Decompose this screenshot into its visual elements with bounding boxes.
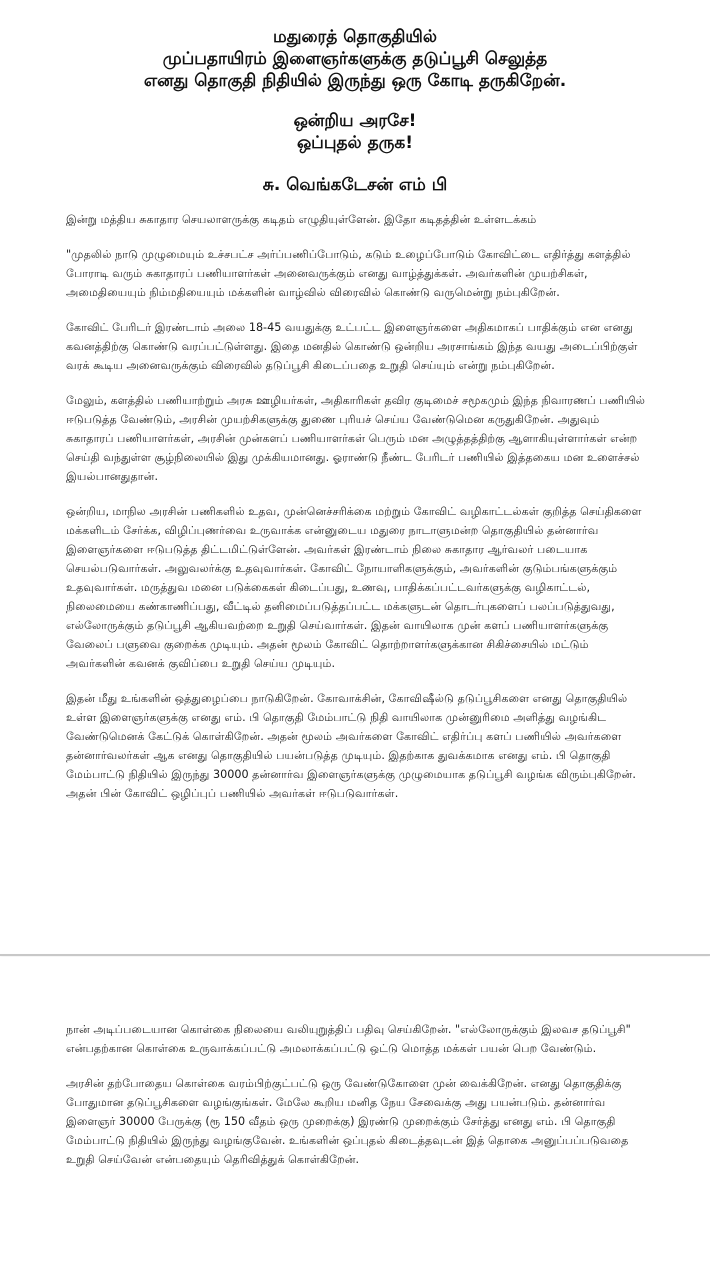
paragraph-volunteers: ஒன்றிய, மாநில அரசின் பணிகளில் உதவ, முன்னெச்சரிக்கை மற்றும் கோவிட் வழிகாட்டல்கள் குறித்த செய்திகளை மக்களிடம் சேர்க்க, விழிப்புணர்வை உருவாக்க என்னுடைய மதுரை நாடாளுமன்ற தொகுதியில் தன்னார்வ இளைஞர்களை ஈடுபடுத்த திட்டமிட்டுள்ளேன். அவர்கள் இரண்டாம் நிலை சுகாதார ஆர்வலர் படையாக செயல்படுவார்கள். அலுவலர்க்கு உதவுவார்கள். கோவிட் நோயாளிகளுக்கும், அவர்களின் குடும்பங்களுக்கும் உதவுவார்கள். மருத்துவ மனை படுக்கைகள் கிடைப்பது, உணவு, பாதிக்கப்பட்டவர்களுக்கு வழிகாட்டல், நிலைமையை கண்காணிப்பது, வீட்டில் தனிமைப்படுத்தப்பட்ட மக்களுடன் தொடர்புகளைப் பலப்படுத்துவது, எல்லோருக்கும் தடுப்பூசி ஆகியவற்றை உறுதி செய்வார்கள். இதன் வாயிலாக முன் களப் பணியாளர்களுக்கு வேலைப் பளுவை குறைக்க முடியும். அதன் மூலம் கோவிட் தொற்றாளர்களுக்கான சிகிச்சையில் மட்டும் அவர்களின் கவனக் குவிப்பை உறுதி செய்ய முடியும். [66,505,642,670]
page-divider [0,954,710,956]
letter-header [0,26,710,196]
letter-body-page-1 [66,210,646,819]
paragraph-second-wave: கோவிட் பேரிடர் இரண்டாம் அலை 18-45 வயதுக்கு உட்பட்ட இளைஞர்களை அதிகமாகப் பாதிக்கும் என எனது கவனத்திற்கு கொண்டு வரப்பட்டுள்ளது. இதை மனதில் கொண்டு ஒன்றிய அரசாங்கம் இந்த வயது அடைப்பிற்குள் வரக் கூடிய அனைவருக்கும் விரைவில் தடுப்பூசி கிடைப்பதை உறுதி செய்யும் என்று நம்புகிறேன். [66,321,638,372]
paragraph-civil-society: மேலும், களத்தில் பணியாற்றும் அரசு ஊழியர்கள், அதிகாரிகள் தவிர குடிமைச் சமூகமும் இந்த நிவாரணப் பணியில் ஈடுபடுத்த வேண்டும், அரசின் முயற்சிகளுக்கு துணை புரியச் செய்ய வேண்டுமென கருதுகிறேன். அதுவும் சுகாதாரப் பணியாளர்கள், அரசின் முன்களப் பணியாளர்கள் பெரும் மன அழுத்தத்திற்கு ஆளாகியுள்ளார்கள் என்ற செய்தி வந்துள்ள சூழ்நிலையில் இது முக்கியமானது. ஓராண்டு நீண்ட பேரிடர் பணியில் இத்தகைய மன உளைச்சல் இயல்பானதுதான். [66,394,646,483]
headline-line-2: முப்பதாயிரம் இளைஞர்களுக்கு தடுப்பூசி செலுத்த [162,49,548,69]
slogan-line-2: ஒப்புதல் தருக! [296,133,414,153]
slogan [0,110,710,154]
slogan-line-1: ஒன்றிய அரசே! [293,111,417,131]
headline [0,26,710,92]
headline-line-3: எனது தொகுதி நிதியில் இருந்து ஒரு கோடி தருகிறேன். [143,71,567,91]
signature: சு. வெங்கடேசன் எம் பி [262,175,448,195]
letter-body-page-2 [66,1020,646,1185]
paragraph-free-vaccine-policy: நான் அடிப்படையான கொள்கை நிலையை வலியுறுத்திப் பதிவு செய்கிறேன். "எல்லோருக்கும் இலவச தடுப்பூசி" என்பதற்கான கொள்கை உருவாக்கப்பட்டு அமலாக்கப்பட்டு ஒட்டு மொத்த மக்கள் பயன் பெற வேண்டும். [66,1023,631,1055]
paragraph-fund-commitment: அரசின் தற்போதைய கொள்கை வரம்பிற்குட்பட்டு ஒரு வேண்டுகோளை முன் வைக்கிறேன். எனது தொகுதிக்கு போதுமான தடுப்பூசிகளை வழங்குங்கள். மேலே கூறிய மனித நேய சேவைக்கு அது பயன்படும். தன்னார்வ இளைஞர் 30000 பேருக்கு (ரூ 150 வீதம் ஒரு முறைக்கு) இரண்டு முறைக்கும் சேர்த்து எனது எம். பி தொகுதி மேம்பாட்டு நிதியில் இருந்து வழங்குவேன். உங்களின் ஒப்புதல் கிடைத்தவுடன் இத் தொகை அனுப்பப்படுவதை உறுதி செய்வேன் என்பதையும் தெரிவித்துக் கொள்கிறேன். [66,1077,629,1166]
paragraph-request: இதன் மீது உங்களின் ஒத்துழைப்பை நாடுகிறேன். கோவாக்சின், கோவிஷீல்டு தடுப்பூசிகளை எனது தொகுதியில் உள்ள இளைஞர்களுக்கு எனது எம். பி தொகுதி மேம்பாட்டு நிதி வாயிலாக முன்னுரிமை அளித்து வழங்கிட வேண்டுமெனக் கேட்டுக் கொள்கிறேன். அதன் மூலம் அவர்களை கோவிட் எதிர்ப்பு களப் பணியில் அவர்களை தன்னார்வலர்கள் ஆக எனது தொகுதியில் பயன்படுத்த முடியும். இதற்காக துவக்கமாக எனது எம். பி தொகுதி மேம்பாட்டு நிதியில் இருந்து 30000 தன்னார்வ இளைஞர்களுக்கு முழுமையாக தடுப்பூசி வழங்க விரும்புகிறேன். அதன் பின் கோவிட் ஒழிப்புப் பணியில் அவர்கள் ஈடுபடுவார்கள். [66,692,636,800]
paragraph-intro: இன்று மத்திய சுகாதார செயலாளருக்கு கடிதம் எழுதியுள்ளேன். இதோ கடிதத்தின் உள்ளடக்கம் [66,213,537,226]
headline-line-1: மதுரைத் தொகுதியில் [273,27,437,47]
paragraph-greetings: "முதலில் நாடு முழுமையும் உச்சபட்ச அர்ப்பணிப்போடும், கடும் உழைப்போடும் கோவிட்டை எதிர்த்து களத்தில் போராடி வரும் சுகாதாரப் பணியாளர்கள் அனைவருக்கும் எனது வாழ்த்துக்கள். அவர்களின் முயற்சிகள், அமைதியையும் நிம்மதியையும் மக்களின் வாழ்வில் விரைவில் கொண்டு வருமென்று நம்புகிறேன். [66,248,631,299]
